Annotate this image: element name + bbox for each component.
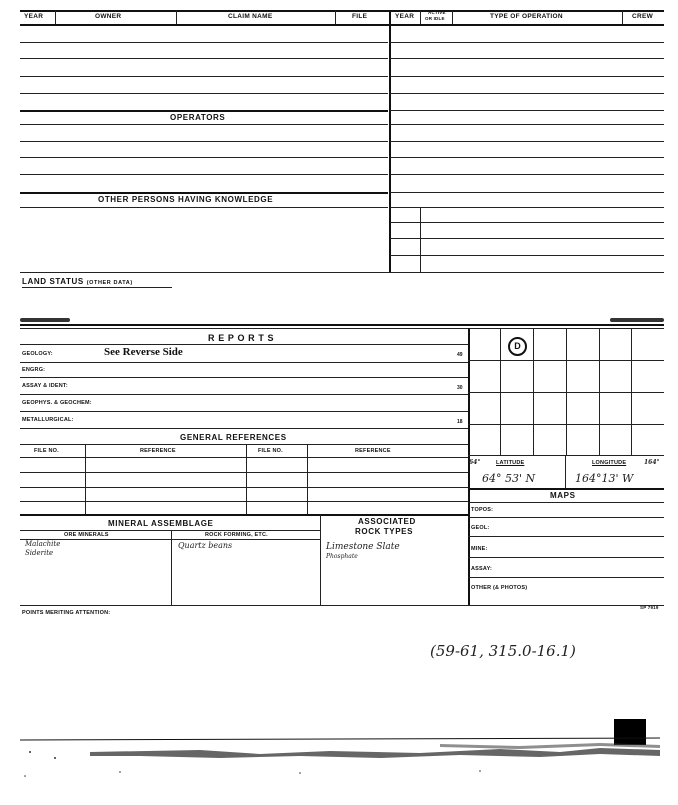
scan-noise-band: [0, 700, 678, 780]
associated-title-2: ROCK TYPES: [355, 527, 414, 536]
ore-minerals-value-1: Malachite: [25, 540, 61, 548]
associated-value-1: Limestone Slate: [326, 542, 400, 552]
ref-col-reference-1: REFERENCE: [140, 448, 176, 454]
maps-mine: MINE:: [471, 546, 488, 552]
header-owner: OWNER: [95, 13, 122, 20]
circled-mark-text: D: [514, 341, 521, 351]
form-number: SP 7919: [640, 605, 659, 610]
header-active-idle-1: ACTIVE: [428, 10, 446, 15]
header-type-of-operation: TYPE OF OPERATION: [490, 13, 563, 20]
latitude-value: 64° 53' N: [482, 472, 536, 485]
maps-title: MAPS: [550, 491, 576, 500]
ore-minerals-value-2: Siderite: [25, 549, 54, 557]
other-persons-heading: OTHER PERSONS HAVING KNOWLEDGE: [98, 195, 274, 204]
reports-title: R E P O R T S: [208, 333, 275, 343]
lat-prefix: 64°: [469, 459, 481, 466]
mineral-assemblage-title: MINERAL ASSEMBLAGE: [108, 519, 214, 528]
associated-value-2: Phosphate: [326, 553, 358, 560]
geology-value: See Reverse Side: [104, 346, 183, 358]
longitude-value: 164°13' W: [575, 472, 634, 485]
header-claim-name: CLAIM NAME: [228, 13, 273, 20]
ref-col-file-no-1: FILE NO.: [34, 448, 59, 454]
longitude-label: LONGITUDE: [592, 460, 627, 466]
maps-geol: GEOL:: [471, 525, 490, 531]
side-number-3: 18: [457, 419, 463, 425]
maps-other: OTHER (& PHOTOS): [471, 585, 528, 591]
engrg-label: ENGRG:: [22, 367, 46, 373]
geophys-label: GEOPHYS. & GEOCHEM:: [22, 400, 92, 406]
operators-heading: OPERATORS: [170, 113, 226, 122]
handwritten-ref: (59-61, 315.0-16.1): [430, 642, 576, 660]
header-active-idle-2: OR IDLE: [425, 16, 445, 21]
land-status-label: LAND STATUS: [22, 277, 84, 286]
latitude-label: LATITUDE: [496, 460, 525, 466]
ore-minerals-label: ORE MINERALS: [64, 532, 109, 538]
side-number-2: 30: [457, 385, 463, 391]
associated-title-1: ASSOCIATED: [358, 517, 416, 526]
land-status-heading: [22, 277, 133, 286]
maps-assay: ASSAY:: [471, 566, 493, 572]
side-number-1: 49: [457, 352, 463, 358]
geology-label: GEOLOGY:: [22, 351, 53, 357]
lon-prefix: 164°: [644, 459, 660, 466]
rock-forming-value: Quartz beans: [178, 541, 233, 550]
general-references-title: GENERAL REFERENCES: [180, 433, 287, 442]
ref-col-reference-2: REFERENCE: [355, 448, 391, 454]
header-file: FILE: [352, 13, 368, 20]
ref-col-file-no-2: FILE NO.: [258, 448, 283, 454]
land-status-sub: (OTHER DATA): [86, 280, 133, 286]
header-year: YEAR: [24, 13, 44, 20]
header-year-2: YEAR: [395, 13, 415, 20]
assay-ident-label: ASSAY & IDENT:: [22, 383, 68, 389]
points-meriting-attention: POINTS MERITING ATTENTION:: [22, 610, 111, 616]
maps-topos: TOPOS:: [471, 507, 494, 513]
rock-forming-label: ROCK FORMING, ETC.: [205, 532, 268, 538]
header-crew: CREW: [632, 13, 654, 20]
circled-mark: [508, 337, 527, 356]
metallurgical-label: METALLURGICAL:: [22, 417, 74, 423]
